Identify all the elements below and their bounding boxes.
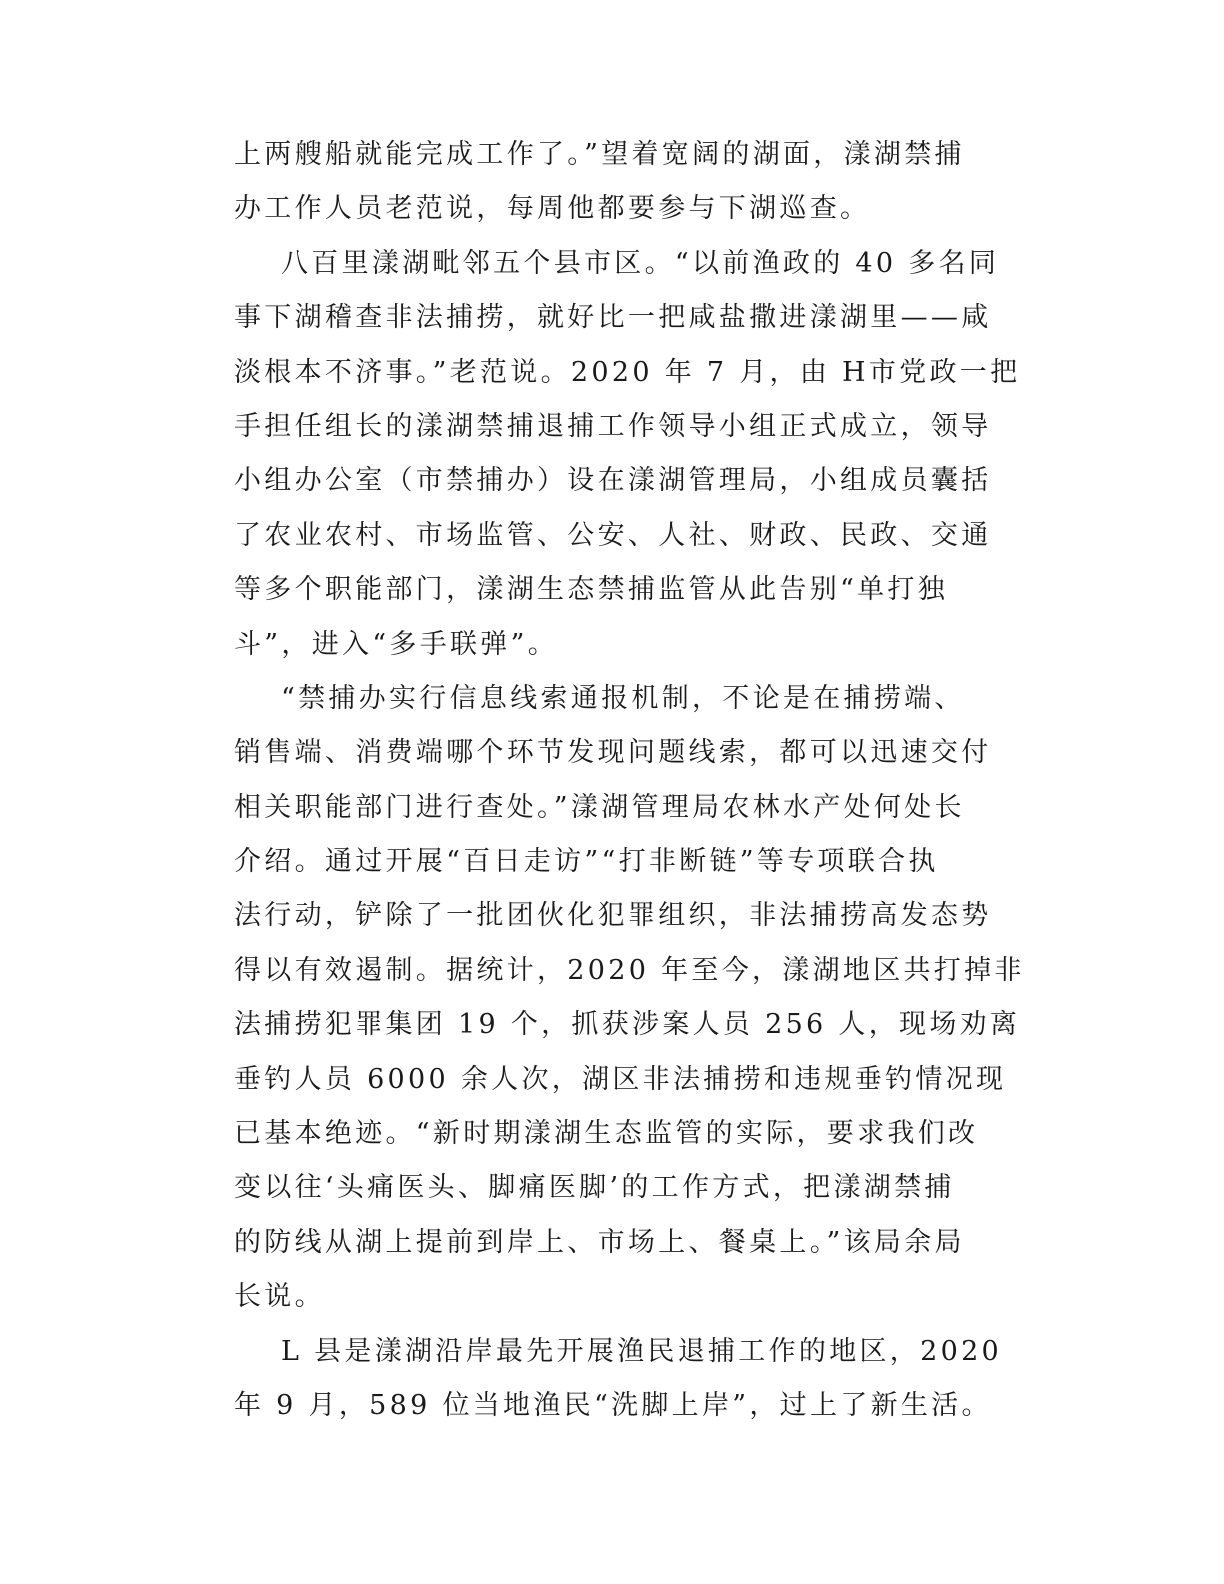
text-line: 事下湖稽查非法捕捞，就好比一把咸盐撒进漾湖里——咸	[234, 302, 992, 334]
text-line: 斗”，进入“多手联弹”。	[234, 628, 559, 660]
text-line: 年 9 月，589 位当地渔民“洗脚上岸”，过上了新生活。	[234, 1389, 992, 1421]
text-line: 垂钓人员 6000 余人次，湖区非法捕捞和违规垂钓情况现	[234, 1063, 1007, 1095]
text-line: 办工作人员老范说，每周他都要参与下湖巡查。	[234, 193, 871, 225]
text-line: 等多个职能部门，漾湖生态禁捕监管从此告别“单打独	[234, 574, 949, 606]
text-line: 介绍。通过开展“百日走访”“打非断链”等专项联合执	[234, 846, 939, 878]
article-body	[234, 128, 1025, 1433]
text-line: 已基本绝迹。“新时期漾湖生态监管的实际，要求我们改	[234, 1118, 979, 1150]
text-line: 相关职能部门进行查处。”漾湖管理局农林水产处何处长	[234, 791, 965, 823]
text-line: 的防线从湖上提前到岸上、市场上、餐桌上。”该局余局	[234, 1226, 965, 1258]
text-line: 变以往‘头痛医头、脚痛医脚’的工作方式，把漾湖禁捕	[234, 1172, 955, 1204]
text-line: 法捕捞犯罪集团 19 个，抓获涉案人员 256 人，现场劝离	[234, 1009, 1021, 1041]
text-line: 法行动，铲除了一批团伙化犯罪组织，非法捕捞高发态势	[234, 900, 992, 932]
text-line: 得以有效遏制。据统计，2020 年至今，漾湖地区共打掉非	[234, 954, 1025, 986]
text-line: “禁捕办实行信息线索通报机制，不论是在捕捞端、	[281, 682, 965, 714]
text-line: 了农业农村、市场监管、公安、人社、财政、民政、交通	[234, 519, 992, 551]
text-line: L 县是漾湖沿岸最先开展渔民退捕工作的地区，2020	[281, 1335, 1003, 1367]
text-line: 小组办公室（市禁捕办）设在漾湖管理局，小组成员囊括	[234, 465, 992, 497]
text-line: 淡根本不济事。”老范说。2020 年 7 月，由 H市党政一把	[234, 356, 1021, 388]
text-line: 销售端、消费端哪个环节发现问题线索，都可以迅速交付	[234, 737, 992, 769]
text-line: 八百里漾湖毗邻五个县市区。“以前渔政的 40 多名同	[281, 247, 1000, 279]
text-line: 手担任组长的漾湖禁捕退捕工作领导小组正式成立，领导	[234, 410, 992, 442]
text-line: 长说。	[234, 1281, 325, 1313]
text-line: 上两艘船就能完成工作了。”望着宽阔的湖面，漾湖禁捕	[234, 139, 965, 170]
